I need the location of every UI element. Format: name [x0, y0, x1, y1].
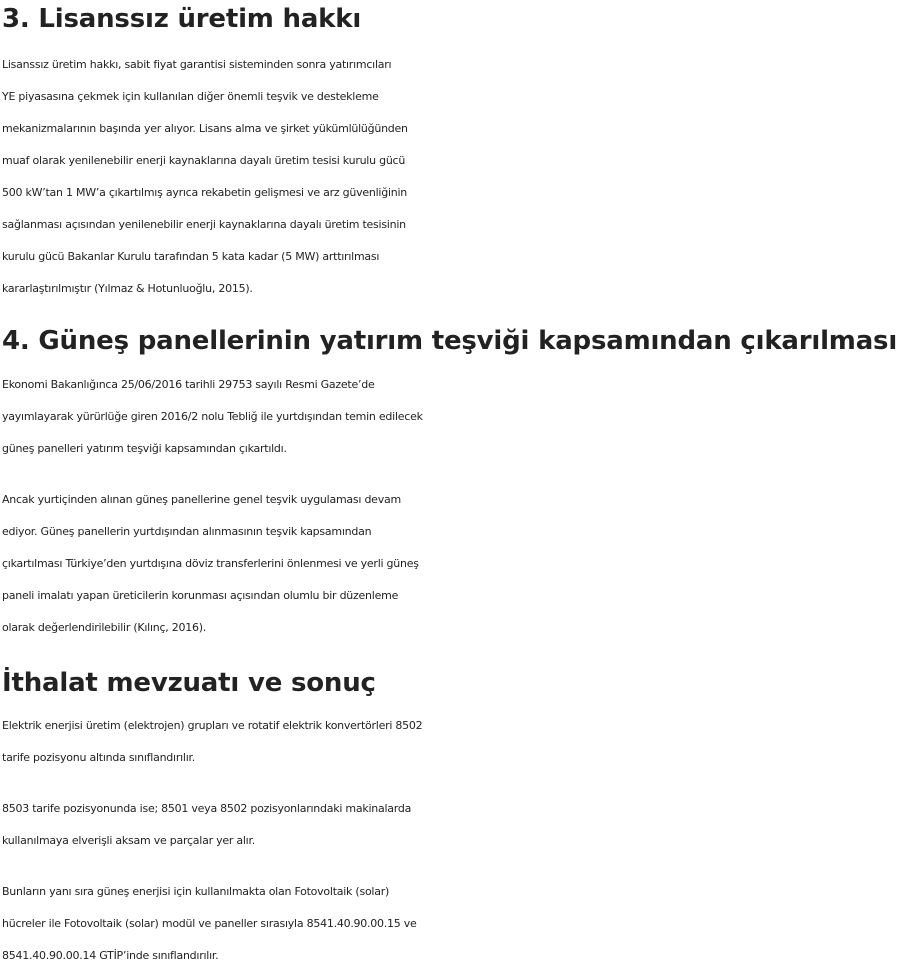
text-line: muaf olarak yenilenebilir enerji kaynaklarına dayalı üretim tesisi kurulu gücü — [2, 154, 406, 167]
text-line: ediyor. Güneş panellerin yurtdışından alınmasının teşvik kapsamından — [2, 525, 372, 538]
text-line: yayımlayarak yürürlüğe giren 2016/2 nolu Tebliğ ile yurtdışından temin edilecek — [2, 410, 423, 423]
section-heading: 4. Güneş panellerinin yatırım teşviği kapsamından çıkarılması — [2, 326, 898, 356]
text-line: mekanizmalarının başında yer alıyor. Lisans alma ve şirket yükümlülüğünden — [2, 122, 408, 135]
text-line: hücreler ile Fotovoltaik (solar) modül ve paneller sırasıyla 8541.40.90.00.15 ve — [2, 917, 417, 930]
text-line: 500 kW’tan 1 MW’a çıkartılmış ayrıca rekabetin gelişmesi ve arz güvenliğinin — [2, 186, 408, 199]
paragraph — [2, 793, 906, 857]
text-line: kararlaştırılmıştır (Yılmaz & Hotunluoğlu, 2015). — [2, 282, 253, 295]
text-line: çıkartılması Türkiye’den yurtdışına döviz transferlerini önlenmesi ve yerli güneş — [2, 557, 419, 570]
paragraph — [2, 369, 906, 465]
text-line: güneş panelleri yatırım teşviği kapsamından çıkartıldı. — [2, 442, 287, 455]
paragraph — [2, 710, 906, 774]
text-line: 8541.40.90.00.14 GTİP’inde sınıflandırılır. — [2, 949, 219, 962]
text-line: Ekonomi Bakanlığınca 25/06/2016 tarihli 29753 sayılı Resmi Gazete’de — [2, 378, 375, 391]
text-line: kurulu gücü Bakanlar Kurulu tarafından 5 kata kadar (5 MW) arttırılması — [2, 250, 380, 263]
paragraph — [2, 484, 906, 644]
section-heading: İthalat mevzuatı ve sonuç — [2, 668, 376, 698]
text-line: Elektrik enerjisi üretim (elektrojen) grupları ve rotatif elektrik konvertörleri 8502 — [2, 719, 423, 732]
section-heading: 3. Lisanssız üretim hakkı — [2, 4, 362, 34]
text-line: olarak değerlendirilebilir (Kılınç, 2016). — [2, 621, 207, 634]
text-line: paneli imalatı yapan üreticilerin korunması açısından olumlu bir düzenleme — [2, 589, 399, 602]
paragraph — [2, 876, 906, 972]
text-line: sağlanması açısından yenilenebilir enerji kaynaklarına dayalı üretim tesisinin — [2, 218, 406, 231]
text-line: YE piyasasına çekmek için kullanılan diğer önemli teşvik ve destekleme — [2, 90, 379, 103]
text-line: Lisanssız üretim hakkı, sabit fiyat garantisi sisteminden sonra yatırımcıları — [2, 58, 392, 71]
text-line: Ancak yurtiçinden alınan güneş panellerine genel teşvik uygulaması devam — [2, 493, 401, 506]
text-line: Bunların yanı sıra güneş enerjisi için kullanılmakta olan Fotovoltaik (solar) — [2, 885, 390, 898]
paragraph — [2, 49, 906, 305]
text-line: tarife pozisyonu altında sınıflandırılır. — [2, 751, 196, 764]
text-line: kullanılmaya elverişli aksam ve parçalar yer alır. — [2, 834, 255, 847]
text-line: 8503 tarife pozisyonunda ise; 8501 veya 8502 pozisyonlarındaki makinalarda — [2, 802, 412, 815]
